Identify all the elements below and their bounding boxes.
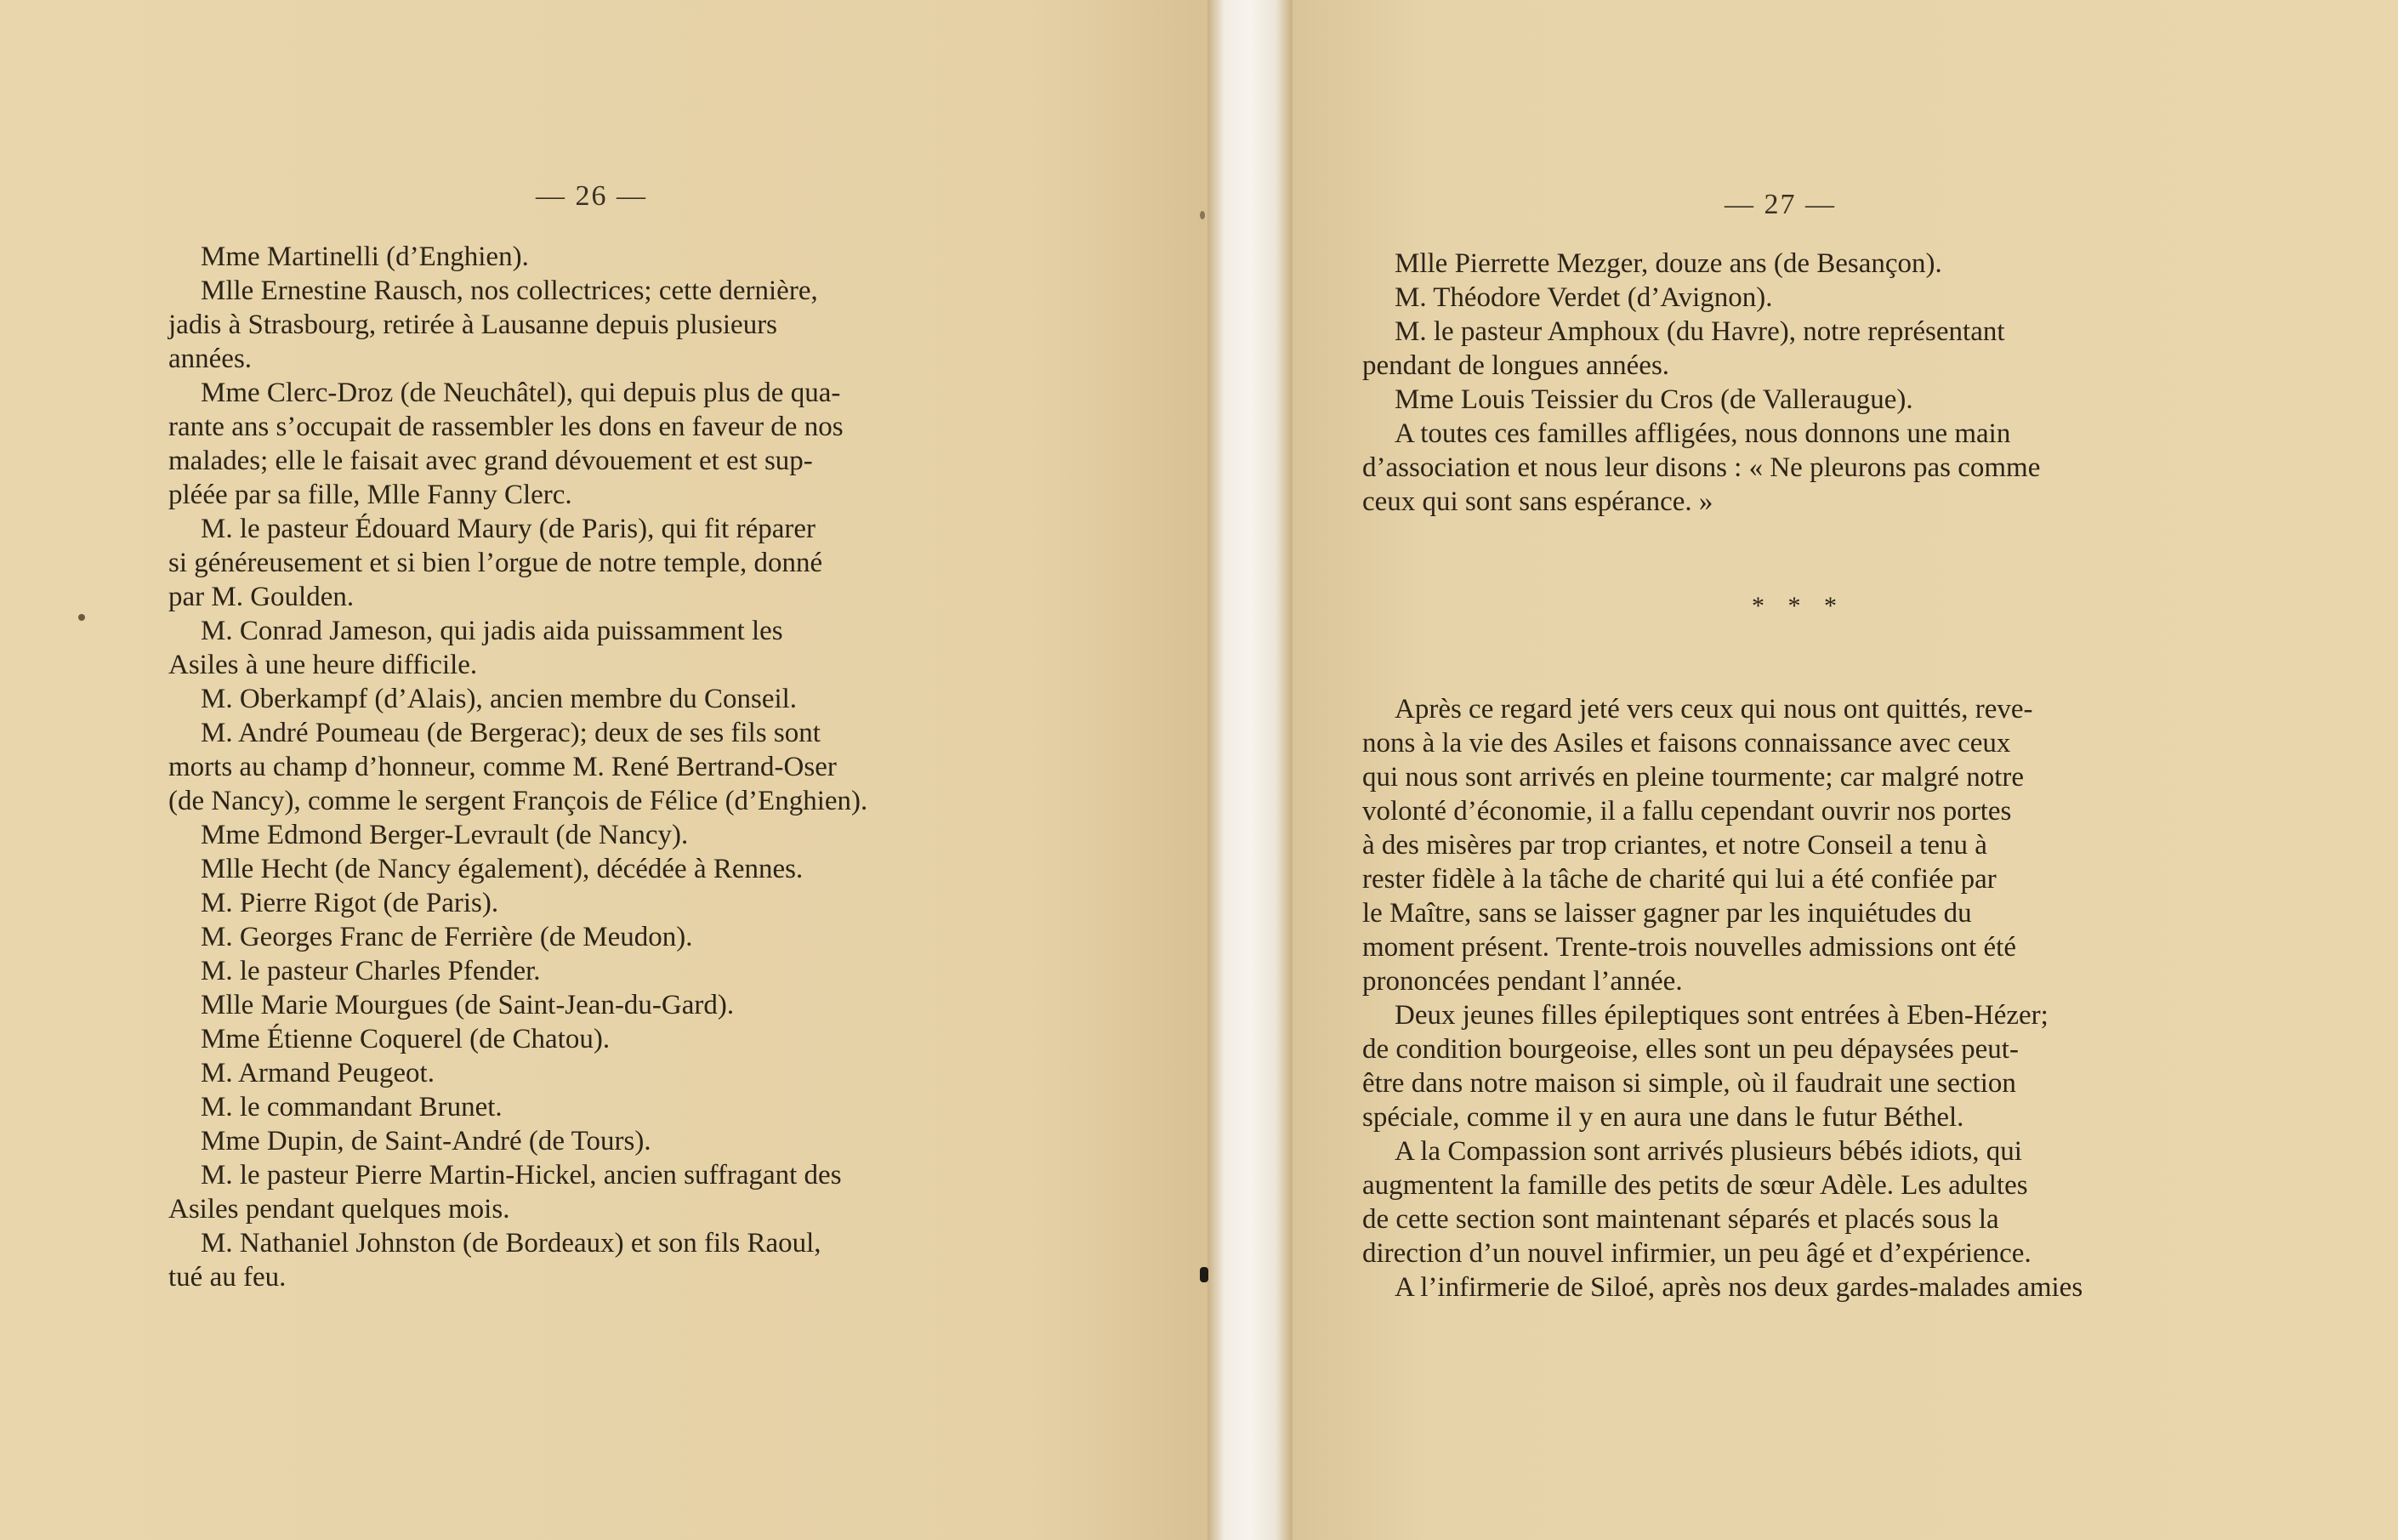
text-line: rester fidèle à la tâche de charité qui lui a été confiée par	[1362, 864, 1997, 895]
text-line: Mlle Pierrette Mezger, douze ans (de Besançon).	[1395, 248, 1942, 279]
text-line: prononcées pendant l’année.	[1362, 966, 1683, 997]
paper-speck	[78, 614, 85, 621]
text-line: A l’infirmerie de Siloé, après nos deux gardes-malades amies	[1395, 1272, 2083, 1303]
text-line: M. le pasteur Amphoux (du Havre), notre représentant	[1395, 316, 2005, 347]
text-line: à des misères par trop criantes, et notre Conseil a tenu à	[1362, 830, 1987, 861]
text-line: pendant de longues années.	[1362, 350, 1670, 381]
staple-mark	[1200, 1267, 1208, 1282]
text-line: rante ans s’occupait de rassembler les dons en faveur de nos	[168, 412, 844, 442]
text-line: direction d’un nouvel infirmier, un peu âgé et d’expérience.	[1362, 1238, 2031, 1269]
asterism-separator: * * *	[1752, 592, 1845, 620]
text-line: M. Georges Franc de Ferrière (de Meudon).	[201, 922, 693, 952]
text-line: Mme Martinelli (d’Enghien).	[201, 242, 529, 272]
text-line: si généreusement et si bien l’orgue de notre temple, donné	[168, 548, 823, 578]
text-line: Après ce regard jeté vers ceux qui nous ont quittés, reve-	[1395, 694, 2033, 725]
text-line: A toutes ces familles affligées, nous donnons une main	[1395, 418, 2011, 449]
staple-mark-top	[1200, 211, 1205, 219]
text-line: Deux jeunes filles épileptiques sont entrées à Eben-Hézer;	[1395, 1000, 2049, 1031]
text-line: (de Nancy), comme le sergent François de Félice (d’Enghien).	[168, 786, 868, 816]
text-line: d’association et nous leur disons : « Ne pleurons pas comme	[1362, 452, 2041, 483]
text-line: être dans notre maison si simple, où il faudrait une section	[1362, 1068, 2016, 1099]
text-line: M. le commandant Brunet.	[201, 1092, 503, 1122]
text-line: Mlle Hecht (de Nancy également), décédée à Rennes.	[201, 854, 804, 884]
text-line: moment présent. Trente-trois nouvelles admissions ont été	[1362, 932, 2016, 963]
text-line: augmentent la famille des petits de sœur Adèle. Les adultes	[1362, 1170, 2028, 1201]
text-line: nons à la vie des Asiles et faisons connaissance avec ceux	[1362, 728, 2011, 759]
text-line: M. le pasteur Charles Pfender.	[201, 956, 541, 986]
text-line: le Maître, sans se laisser gagner par les inquiétudes du	[1362, 898, 1972, 929]
text-line: M. Pierre Rigot (de Paris).	[201, 888, 499, 918]
page-number-left: — 26 —	[536, 180, 647, 212]
left-page-text	[168, 240, 1032, 1294]
text-line: malades; elle le faisait avec grand dévouement et est sup-	[168, 446, 813, 476]
text-line: Mlle Marie Mourgues (de Saint-Jean-du-Gard).	[201, 990, 735, 1020]
text-line: jadis à Strasbourg, retirée à Lausanne depuis plusieurs	[168, 310, 778, 340]
right-page-lower-text	[1362, 692, 2226, 1304]
text-line: M. Armand Peugeot.	[201, 1058, 435, 1088]
text-line: A la Compassion sont arrivés plusieurs bébés idiots, qui	[1395, 1136, 2022, 1167]
text-line: Mme Louis Teissier du Cros (de Valleraugue).	[1395, 384, 1913, 415]
text-line: tué au feu.	[168, 1262, 287, 1293]
text-line: qui nous sont arrivés en pleine tourmente; car malgré notre	[1362, 762, 2024, 793]
text-line: volonté d’économie, il a fallu cependant ouvrir nos portes	[1362, 796, 2012, 827]
text-line: Asiles pendant quelques mois.	[168, 1194, 510, 1225]
text-line: M. Théodore Verdet (d’Avignon).	[1395, 282, 1773, 313]
text-line: M. Oberkampf (d’Alais), ancien membre du Conseil.	[201, 684, 798, 714]
text-line: de cette section sont maintenant séparés et placés sous la	[1362, 1204, 1999, 1235]
text-line: années.	[168, 344, 253, 374]
right-page-upper-text	[1362, 247, 2226, 519]
text-line: M. le pasteur Édouard Maury (de Paris), qui fit réparer	[201, 514, 816, 544]
text-line: Mlle Ernestine Rausch, nos collectrices; cette dernière,	[201, 276, 818, 306]
text-line: Mme Clerc-Droz (de Neuchâtel), qui depuis plus de qua-	[201, 378, 841, 408]
text-line: par M. Goulden.	[168, 582, 355, 612]
text-line: spéciale, comme il y en aura une dans le futur Béthel.	[1362, 1102, 1964, 1133]
text-line: ceux qui sont sans espérance. »	[1362, 486, 1713, 517]
text-line: Mme Edmond Berger-Levrault (de Nancy).	[201, 820, 689, 850]
text-line: pléée par sa fille, Mlle Fanny Clerc.	[168, 480, 572, 510]
text-line: Mme Dupin, de Saint-André (de Tours).	[201, 1126, 651, 1156]
text-line: M. André Poumeau (de Bergerac); deux de ses fils sont	[201, 718, 821, 748]
book-gutter	[1208, 0, 1293, 1540]
page-number-right: — 27 —	[1725, 189, 1836, 220]
text-line: morts au champ d’honneur, comme M. René Bertrand-Oser	[168, 752, 837, 782]
text-line: Asiles à une heure difficile.	[168, 650, 478, 680]
text-line: Mme Étienne Coquerel (de Chatou).	[201, 1024, 611, 1054]
text-line: M. Nathaniel Johnston (de Bordeaux) et son fils Raoul,	[201, 1228, 821, 1259]
text-line: M. Conrad Jameson, qui jadis aida puissamment les	[201, 616, 783, 646]
text-line: de condition bourgeoise, elles sont un peu dépaysées peut-	[1362, 1034, 2019, 1065]
text-line: M. le pasteur Pierre Martin-Hickel, ancien suffragant des	[201, 1160, 842, 1191]
